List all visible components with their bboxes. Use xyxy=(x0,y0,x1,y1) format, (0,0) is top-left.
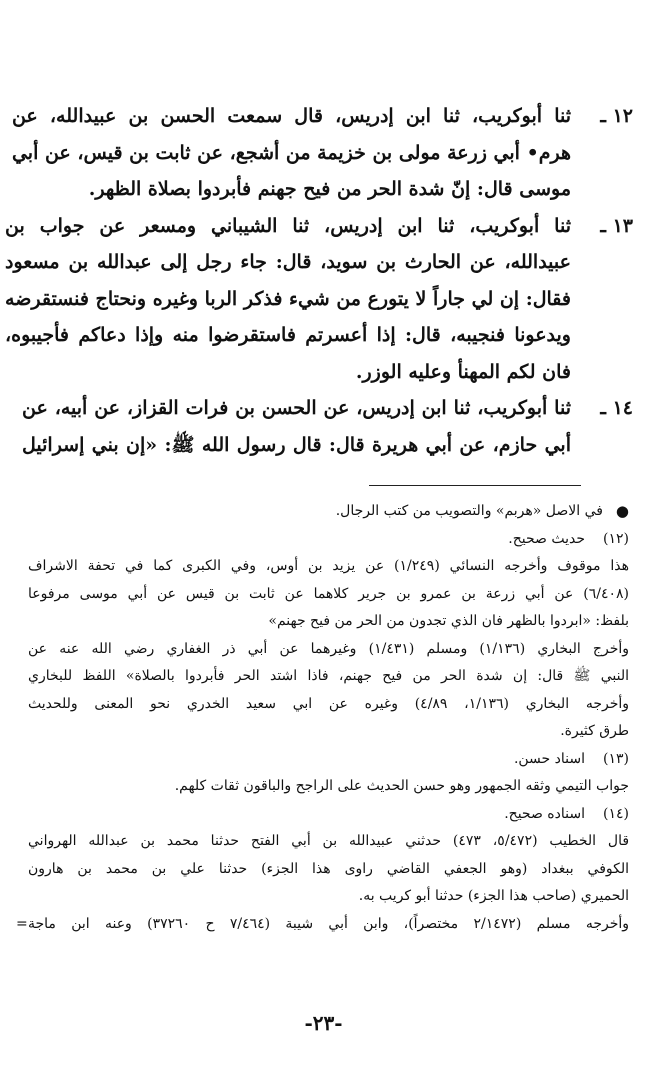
hadith-text xyxy=(5,208,571,391)
footnote-line: وأخرجه مسلم (٢/١٤٧٢ مختصراً)، وابن أبي شيبة (٧/٤٦٤ ح ٣٧٢٦٠) وعنه ابن ماجة xyxy=(28,915,629,932)
footnote-grade: حديث صحيح. xyxy=(508,530,585,547)
star-footnote-text: في الاصل «هربم» والتصويب من كتب الرجال. xyxy=(335,503,603,519)
footnote-line: قال الخطيب (٥/٤٧٢، ٤٧٣) حدثني عبيدالله بن أبي الفتح حدثنا محمد بن عبدالله الهرواني xyxy=(28,833,629,849)
footnote-number: (١٤) xyxy=(603,805,629,822)
text-line: ثنا أبوكريب، ثنا ابن إدريس، قال سمعت الحسن بن عبيدالله، عن xyxy=(11,105,571,127)
footnote-number: (١٢) xyxy=(603,530,629,547)
hadith-12 xyxy=(11,98,633,208)
hadith-number: ١٣ ـ xyxy=(600,214,633,237)
text-line: أبي حازم، عن أبي هريرة قال: قال رسول الله ﷺ: «إن بني إسرائيل xyxy=(22,433,571,456)
text-line: ثنا أبوكريب، ثنا ابن إدريس، ثنا الشيباني ومسعر عن جواب بن xyxy=(5,214,571,237)
footnote-line: جواب التيمي وثقه الجمهور وهو حسن الحديث على الراجح والباقون ثقات كلهم. xyxy=(174,778,629,794)
hadith-number: ١٢ ـ xyxy=(600,105,633,127)
bullet-icon: ● xyxy=(615,502,629,520)
footnote-line: بلفظ: «ابردوا بالظهر فان الذي تجدون من الحر من فيح جهنم» xyxy=(268,613,629,629)
main-text xyxy=(5,98,633,463)
hadith-13 xyxy=(5,208,633,391)
footnote-13 xyxy=(28,746,629,774)
text-line: هرم• أبي زرعة مولى بن خزيمة من أشجع، عن ثابت بن قيس، عن أبي xyxy=(11,141,571,164)
hadith-14 xyxy=(22,390,633,463)
text-line: ثنا أبوكريب، ثنا ابن إدريس، عن الحسن بن فرات القزاز، عن أبيه، عن xyxy=(22,397,571,419)
footnote-line: النبي ﷺ قال: إن شدة الحر من فيح جهنم، فاذا اشتد الحر فأبردوا بالصلاة» اللفظ للبخاري xyxy=(28,668,629,684)
hadith-text xyxy=(22,390,571,463)
footnotes xyxy=(16,498,629,938)
footnote-line: طرق كثيرة. xyxy=(560,723,629,739)
footnote-number: (١٣) xyxy=(603,750,629,767)
footnote-grade: اسناده صحيح. xyxy=(504,805,585,822)
footnote-14 xyxy=(28,801,629,829)
footnote-line: وأخرجه البخاري (١/١٣٦، ٤/٨٩) وغيره عن ابي سعيد الخدري نحو المعنى وللحديث xyxy=(28,695,629,712)
star-footnote xyxy=(28,498,629,526)
text-line: فان لكم المهنأ وعليه الوزر. xyxy=(355,360,571,383)
hadith-text xyxy=(12,98,571,208)
footnote-line: الحميري (صاحب هذا الجزء) حدثنا أبو كريب به. xyxy=(358,888,629,904)
text-line: ويدعونا فنجيبه، قال: إذا أعسرتم فاستقرضوا منه وإذا دعاكم فأجيبوه، xyxy=(5,324,571,346)
footnote-line: (٦/٤٠٨) عن أبي زرعة بن عمرو بن جرير كلاهما عن ثابت بن قيس عن أبي موسى مرفوعا xyxy=(28,585,629,602)
hadith-number: ١٤ ـ xyxy=(600,397,633,419)
footnote-line: وأخرج البخاري (١/١٣٦) ومسلم (١/٤٣١) وغيرهما عن أبي ذر الغفاري رضي الله عنه عن xyxy=(28,640,629,657)
text-line: عبيدالله، عن الحارث بن سويد، قال: جاء رجل إلى عبدالله بن مسعود xyxy=(5,251,571,273)
page-number: -٢٣- xyxy=(304,1011,343,1035)
text-line: موسى قال: إنّ شدة الحر من فيح جهنم فأبردوا بصلاة الظهر. xyxy=(88,178,571,200)
continuation-mark: = xyxy=(16,915,28,932)
footnote-divider xyxy=(369,485,581,486)
footnote-12 xyxy=(28,526,629,554)
footnote-line: هذا موقوف وأخرجه النسائي (١/٢٤٩) عن يزيد بن أوس، وفي الكبرى كما في تحفة الاشراف xyxy=(28,558,629,574)
footnote-grade: اسناد حسن. xyxy=(513,750,585,767)
text-line: فقال: إن لي جاراً لا يتورع من شيء فذكر الربا وغيره ونحتاج فنستقرضه xyxy=(5,287,571,310)
footnote-line: الكوفي ببغداد (وهو الجعفي القاضي راوى هذا الجزء) حدثنا علي بن محمد بن هارون xyxy=(28,860,629,877)
continued-line xyxy=(16,911,629,939)
